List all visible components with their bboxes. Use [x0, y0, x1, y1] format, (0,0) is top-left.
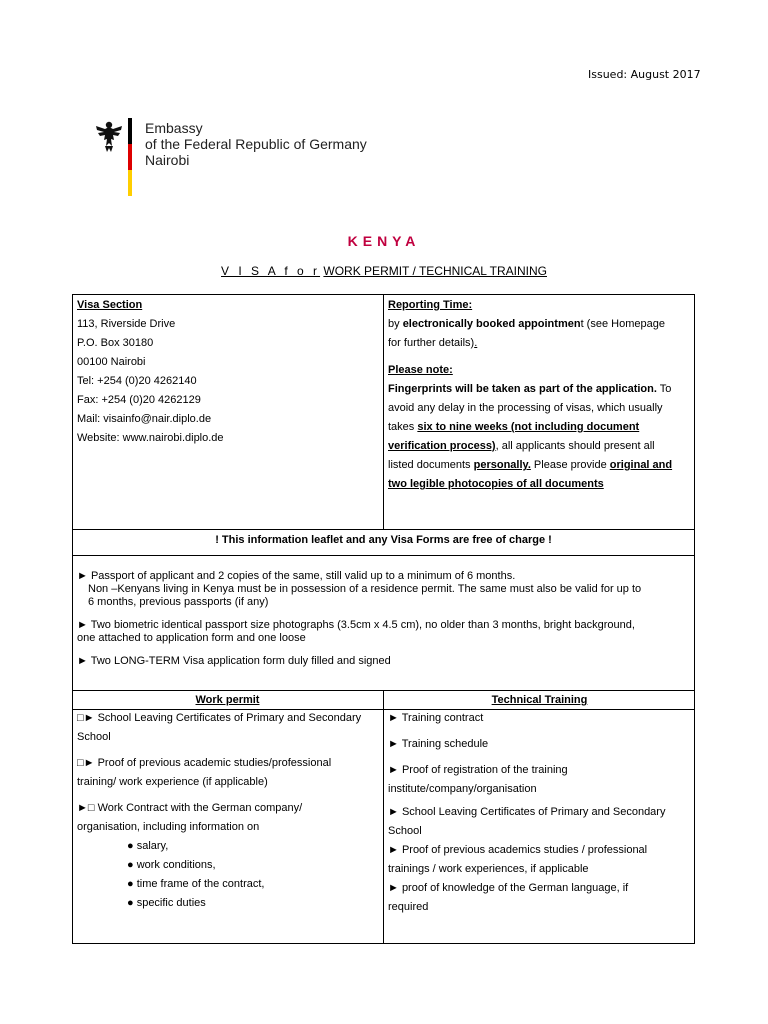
list-item-cont: School [388, 825, 422, 837]
reporting-block [388, 296, 693, 494]
list-item: ► Training schedule [388, 738, 489, 750]
passport-requirement-cont: Non –Kenyans living in Kenya must be in possession of a residence permit. The same must also be valid for up to [88, 583, 642, 595]
list-item-cont: School [77, 731, 111, 743]
visa-section-block [77, 296, 377, 448]
visa-title [0, 264, 768, 278]
category-divider [383, 690, 384, 944]
email-line: Mail: visainfo@nair.diplo.de [77, 413, 212, 425]
visa-title-prefix: V I S A f o r [221, 264, 321, 278]
sub-list-item: ● work conditions, [127, 859, 216, 871]
note-line: takes six to nine weeks (not including document [388, 421, 640, 433]
embassy-logo [92, 118, 367, 198]
german-flag-stripe [128, 118, 132, 196]
technical-training-heading: Technical Training [491, 694, 588, 706]
list-item: ► School Leaving Certificates of Primary and Secondary [388, 806, 666, 818]
list-item-cont: trainings / work experiences, if applicable [388, 863, 589, 875]
photo-requirement: ► Two biometric identical passport size photographs (3.5cm x 4.5 cm), no older than 3 months, bright background, [77, 619, 635, 631]
list-item: ► Proof of previous academics studies / professional [388, 844, 648, 856]
technical-training-list [388, 709, 693, 917]
list-item-cont: institute/company/organisation [388, 783, 537, 795]
list-item: □► Proof of previous academic studies/professional [77, 757, 332, 769]
country-title: KENYA [347, 233, 421, 249]
sub-list-item: ● salary, [127, 840, 169, 852]
passport-requirement: ► Passport of applicant and 2 copies of the same, still valid up to a minimum of 6 months. [77, 570, 516, 582]
note-heading: Please note: [388, 364, 453, 376]
general-requirements [77, 570, 692, 668]
address-line: 113, Riverside Drive [77, 318, 176, 330]
list-item: ►□ Work Contract with the German company/ [77, 802, 303, 814]
column-divider [383, 294, 384, 530]
fax-line: Fax: +254 (0)20 4262129 [77, 394, 201, 406]
reporting-heading: Reporting Time: [388, 299, 473, 311]
free-notice: ! This information leaflet and any Visa Forms are free of charge ! [215, 534, 552, 546]
logo-line-2: of the Federal Republic of Germany [145, 136, 367, 152]
issued-date: Issued: August 2017 [588, 68, 701, 81]
address-line: P.O. Box 30180 [77, 337, 154, 349]
list-item-cont: required [388, 901, 429, 913]
list-item: ► Proof of registration of the training [388, 764, 568, 776]
website-line: Website: www.nairobi.diplo.de [77, 432, 224, 444]
sub-list-item: ● time frame of the contract, [127, 878, 265, 890]
logo-line-1: Embassy [145, 120, 203, 136]
note-line: two legible photocopies of all documents [388, 478, 604, 490]
address-line: 00100 Nairobi [77, 356, 146, 368]
embassy-name [145, 120, 367, 168]
visa-section-heading: Visa Section [77, 299, 143, 311]
list-item: ► Training contract [388, 712, 484, 724]
note-line: verification process), all applicants should present all [388, 440, 655, 452]
note-line: Fingerprints will be taken as part of the application. To [388, 383, 672, 395]
note-line: listed documents personally. Please provide original and [388, 459, 673, 471]
photo-requirement-cont: one attached to application form and one loose [77, 632, 306, 644]
note-line: avoid any delay in the processing of visas, which usually [388, 402, 663, 414]
list-item: □► School Leaving Certificates of Primary and Secondary [77, 712, 362, 724]
list-item: ► proof of knowledge of the German language, if [388, 882, 629, 894]
list-item-cont: training/ work experience (if applicable) [77, 776, 268, 788]
work-permit-heading: Work permit [195, 694, 260, 706]
work-permit-list [77, 709, 382, 913]
federal-eagle-icon [94, 120, 124, 154]
visa-title-main: WORK PERMIT / TECHNICAL TRAINING [323, 264, 547, 278]
reporting-line: by electronically booked appointment (see Homepage [388, 318, 665, 330]
phone-line: Tel: +254 (0)20 4262140 [77, 375, 197, 387]
list-item-cont: organisation, including information on [77, 821, 260, 833]
sub-list-item: ● specific duties [127, 897, 206, 909]
passport-requirement-cont: 6 months, previous passports (if any) [88, 596, 269, 608]
reporting-line: for further details). [388, 337, 478, 349]
logo-line-3: Nairobi [145, 152, 190, 168]
form-requirement: ► Two LONG-TERM Visa application form duly filled and signed [77, 655, 391, 667]
